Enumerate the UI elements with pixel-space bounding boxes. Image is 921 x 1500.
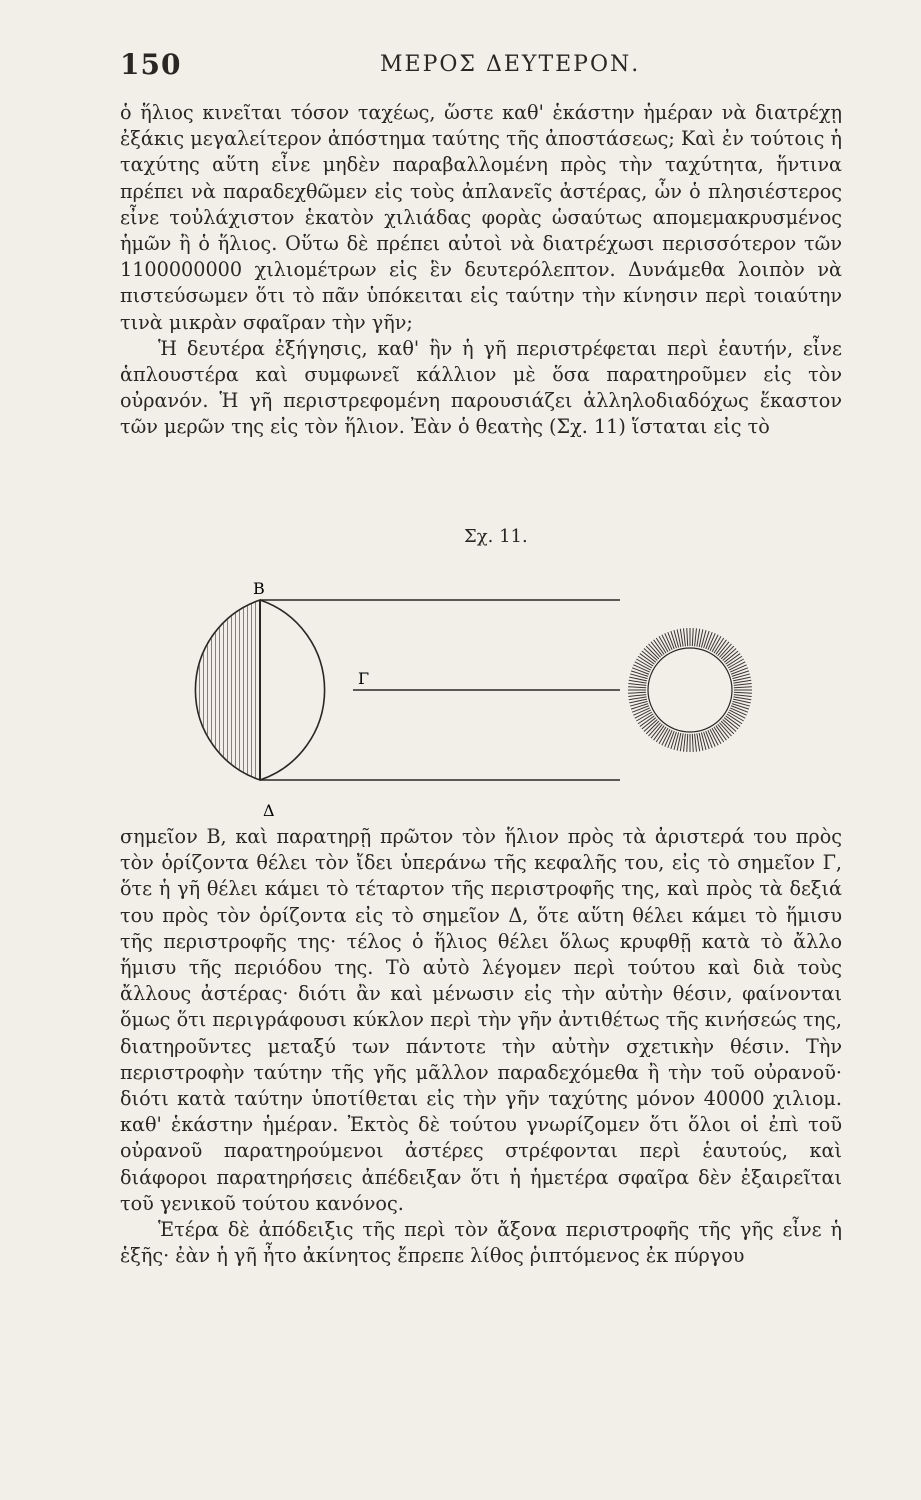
sun-ray: [734, 684, 752, 686]
sun-ray: [697, 733, 700, 751]
label-d: Δ: [263, 801, 275, 820]
sun-ray: [628, 687, 646, 688]
sun-ray: [671, 631, 677, 648]
text-block-top: [120, 100, 842, 441]
sun-ray: [629, 697, 647, 700]
sun-ray: [692, 628, 693, 646]
sun-ray: [734, 695, 752, 697]
earth-sun-diagram: [155, 580, 755, 820]
label-g: Γ: [358, 669, 370, 688]
sun-ray: [733, 680, 751, 683]
paragraph: Ἡ δευτέρα ἐξήγησις, καθ' ἣν ἡ γῆ περιστρέφεται περὶ ἑαυτήν, εἶνε ἁπλουστέρα καὶ συμφωνεῖ κάλλιον μὲ ὅσα παρατηροῦμεν εἰς τὸν οὐρανόν. Ἡ γῆ περιστρεφομένη παρουσιάζει ἀλληλοδιαδόχως ἕκαστον τῶν μερῶν της εἰς τὸν ἥλιον. Ἐὰν ὁ θεατὴς (Σχ. 11) ἵσταται εἰς τὸ: [120, 336, 842, 439]
sun-ray: [732, 671, 749, 677]
sun-ray: [629, 680, 647, 683]
label-b: Β: [253, 580, 265, 598]
sun-ray: [687, 734, 688, 752]
sun-ray: [631, 704, 648, 710]
sun-ray: [733, 697, 751, 700]
text-block-bottom: [120, 824, 842, 1269]
sun-ray: [687, 628, 688, 646]
sun-ray: [684, 628, 686, 646]
earth-dark-half: [195, 600, 260, 780]
sun-ray: [732, 704, 749, 710]
sun-core: [648, 648, 732, 732]
sun-ray: [680, 629, 683, 647]
sun-ray: [628, 692, 646, 693]
page-header: [120, 48, 840, 88]
earth-lit-half: [260, 600, 325, 780]
sun: [628, 628, 752, 752]
paragraph: σημεῖον Β, καὶ παρατηρῇ πρῶτον τὸν ἥλιον πρὸς τὰ ἀριστερά του πρὸς τὸν ὁρίζοντα θέλει τὸν ἴδει ὑπεράνω τῆς κεφαλῆς του, εἰς τὸ σημεῖον Γ, ὅτε ἡ γῆ θέλει κάμει τὸ τέταρτον τῆς περιστροφῆς της, καὶ πρὸς τὰ δεξιά του πρὸς τὸν ὁρίζοντα εἰς τὸ σημεῖον Δ, ὅτε αὕτη θέλει κάμει τὸ ἥμισυ τῆς περιστροφῆς της· τέλος ὁ ἥλιος θέλει ὅλως κρυφθῇ κατὰ τὸ ἄλλο ἥμισυ τῆς περιόδου της. Τὸ αὐτὸ λέγομεν περὶ τούτου καὶ διὰ τοὺς ἄλλους ἀστέρας· διότι ἂν καὶ μένωσιν εἰς τὴν αὐτὴν θέσιν, φαίνονται ὅμως ὅτι περιγράφουσι κύκλον περὶ τὴν γῆν ἀντιθέτως τῆς κινήσεώς της, διατηροῦντες μεταξύ των πάντοτε τὴν αὐτὴν σχετικὴν θέσιν. Τὴν περιστροφὴν ταύτην τῆς γῆς μᾶλλον παραδεχόμεθα ἢ τὴν τοῦ οὐρανοῦ· διότι κατὰ ταύτην ὑποτίθεται εἰς τὴν γῆν ταχύτης μόνον 40000 χιλιομ. καθ' ἑκάστην ἡμέραν. Ἐκτὸς δὲ τούτου γνωρίζομεν ὅτι ὅλοι οἱ ἐπὶ τοῦ οὐρανοῦ παρατηρούμενοι ἀστέρες στρέφονται περὶ ἑαυτούς, καὶ διάφοροι παρατηρήσεις ἀπέδειξαν ὅτι ἡ ἡμετέρα σφαῖρα δὲν ἐξαιρεῖται τοῦ γενικοῦ τούτου κανόνος.: [120, 825, 842, 1215]
sun-ray: [697, 629, 700, 647]
earth: [195, 600, 324, 780]
sun-ray: [704, 732, 710, 749]
sun-ray: [628, 684, 646, 686]
sun-ray: [628, 695, 646, 697]
sun-ray: [734, 687, 752, 688]
sun-ray: [680, 733, 683, 751]
sun-ray: [692, 734, 693, 752]
paragraph: Ἑτέρα δὲ ἀπόδειξις τῆς περὶ τὸν ἄξονα περιστροφῆς τῆς γῆς εἶνε ἡ ἑξῆς· ἐὰν ἡ γῆ ἦτο ἀκίνητος ἔπρεπε λίθος ῥιπτόμενος ἐκ πύργου: [120, 1218, 842, 1268]
sun-ray: [695, 734, 697, 752]
sun-ray: [684, 734, 686, 752]
figure-caption: Σχ. 11.: [464, 526, 528, 547]
sun-ray: [695, 628, 697, 646]
figure-earth-sun: [155, 580, 755, 824]
sun-ray: [734, 692, 752, 693]
page-number: 150: [120, 48, 182, 81]
running-head: ΜΕΡΟΣ ΔΕΥΤΕΡΟΝ.: [380, 52, 641, 77]
sun-ray: [671, 732, 677, 749]
sun-ray: [704, 631, 710, 648]
sun-ray: [631, 671, 648, 677]
paragraph: ὁ ἥλιος κινεῖται τόσον ταχέως, ὥστε καθ' ἑκάστην ἡμέραν νὰ διατρέχῃ ἐξάκις μεγαλείτερον ἀπόστημα ταύτης τῆς ἀποστάσεως; Καὶ ἐν τούτοις ἡ ταχύτης αὕτη εἶνε μηδὲν παραβαλλομένη πρὸς τὴν ταχύτητα, ἥντινα πρέπει νὰ παραδεχθῶμεν εἰς τοὺς ἀπλανεῖς ἀστέρας, ὧν ὁ πλησιέστερος εἶνε τοὐλάχιστον ἑκατὸν χιλιάδας φορὰς ὡσαύτως απομεμακρυσμένος ἡμῶν ἢ ὁ ἥλιος. Οὕτω δὲ πρέπει αὐτοὶ νὰ διατρέχωσι περισσότερον τῶν 1100000000 χιλιομέτρων εἰς ἓν δευτερόλεπτον. Δυνάμεθα λοιπὸν νὰ πιστεύσωμεν ὅτι τὸ πᾶν ὑπόκειται εἰς ταύτην τὴν κίνησιν περὶ τοιαύτην τινὰ μικρὰν σφαῖραν τὴν γῆν;: [120, 101, 842, 334]
